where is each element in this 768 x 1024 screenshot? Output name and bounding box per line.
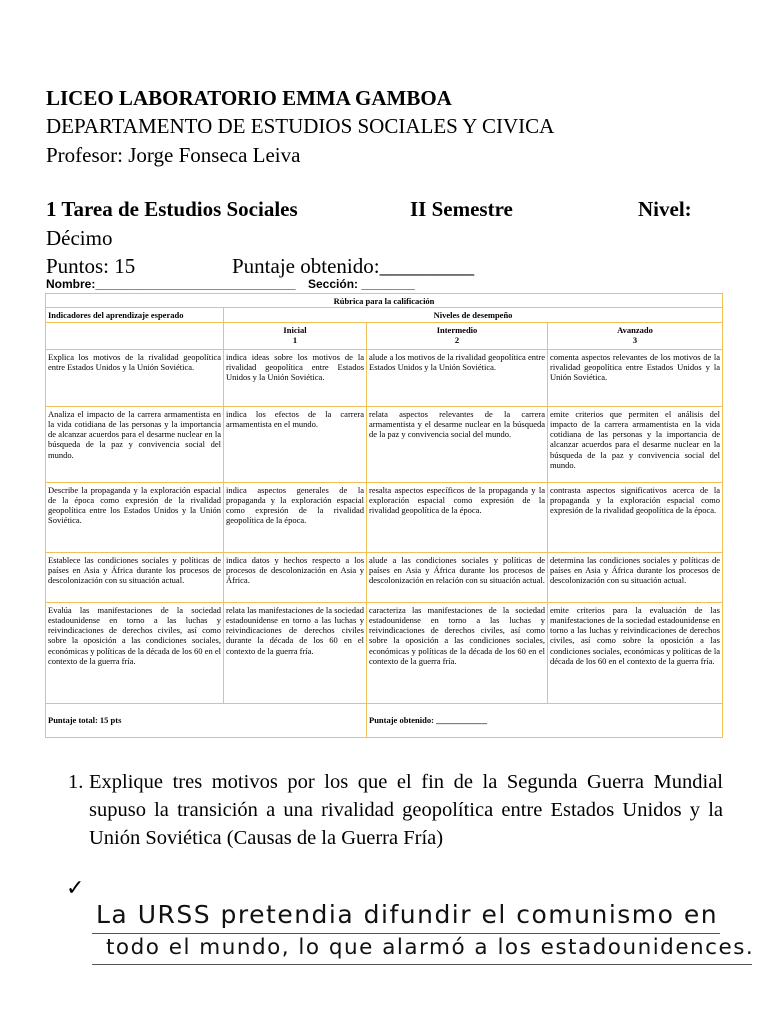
department-name: DEPARTAMENTO DE ESTUDIOS SOCIALES Y CIVICA xyxy=(46,114,555,138)
level-advanced xyxy=(548,322,723,349)
rubric-row xyxy=(46,602,723,703)
question-text: Explique tres motivos por los que el fin de la Segunda Guerra Mundial supuso la transición a una rivalidad geopolítica entre Estados Unidos y la Unión Soviética (Causas de la Guerra Fría) xyxy=(89,771,723,849)
rubric-title-row xyxy=(46,294,723,308)
rubric-levels-row xyxy=(46,322,723,349)
handwritten-answer-line: todo el mundo, lo que alarmó a los estadounidences. xyxy=(106,935,755,960)
initial-cell: indica los efectos de la carrera armamentista en el mundo. xyxy=(224,406,367,482)
score-obtained: Puntaje obtenido:_________ xyxy=(232,254,475,278)
school-name: LICEO LABORATORIO EMMA GAMBOA xyxy=(46,86,452,110)
level-value: Décimo xyxy=(46,226,113,250)
advanced-cell: contrasta aspectos significativos acerca de la propaganda y la exploración espacial como expresión de la rivalidad geopolítica de la época. xyxy=(548,482,723,552)
levels-header: Niveles de desempeño xyxy=(224,308,723,322)
indicator-cell: Describe la propaganda y la exploración espacial de la época como expresión de la rivalidad geopolítica entre los Estados Unidos y la Unión Soviética. xyxy=(46,482,224,552)
rubric-row xyxy=(46,349,723,406)
level-number: 1 xyxy=(292,334,298,345)
rubric-row xyxy=(46,482,723,552)
level-intermediate xyxy=(367,322,548,349)
teacher-name: Profesor: Jorge Fonseca Leiva xyxy=(46,143,301,167)
intermediate-cell: alude a los motivos de la rivalidad geopolítica entre Estados Unidos y la Unión Soviética. xyxy=(367,349,548,406)
question-number: 1. xyxy=(68,771,84,793)
total-points: Puntaje total: 15 pts xyxy=(46,703,367,737)
handwritten-answer-line: La URSS pretendia difundir el comunismo en xyxy=(96,900,719,929)
rubric-row xyxy=(46,406,723,482)
name-field: Nombre:______________________________ xyxy=(46,277,296,291)
indicator-cell: Explica los motivos de la rivalidad geopolítica entre Estados Unidos y la Unión Soviética. xyxy=(46,349,224,406)
level-name: Inicial xyxy=(283,324,307,335)
answer-line xyxy=(92,933,720,934)
semester-label: II Semestre xyxy=(410,197,513,221)
initial-cell: indica aspectos generales de la propaganda y la exploración espacial como expresión de la rivalidad geopolítica de la época. xyxy=(224,482,367,552)
assignment-title: 1 Tarea de Estudios Sociales xyxy=(46,197,298,221)
level-initial xyxy=(224,322,367,349)
rubric-footer-row xyxy=(46,703,723,737)
advanced-cell: determina las condiciones sociales y políticas de países en Asia y África durante los procesos de descolonización con su situación actual. xyxy=(548,552,723,602)
indicator-cell: Analiza el impacto de la carrera armamentista en la vida cotidiana de las personas y la importancia de alcanzar acuerdos para el desarme nuclear en la búsqueda de la paz y convivencia social del mundo. xyxy=(46,406,224,482)
points-total: Puntos: 15 xyxy=(46,254,136,278)
intermediate-cell: relata aspectos relevantes de la carrera armamentista y el desarme nuclear en la búsqueda de la paz y convivencia social del mundo. xyxy=(367,406,548,482)
intermediate-cell: caracteriza las manifestaciones de la sociedad estadounidense en torno a las luchas y reivindicaciones de derechos civiles, así como sobre la oposición a las condiciones sociales, económicas y políticas de la década de los 60 en el contexto de la guerra fría. xyxy=(367,602,548,703)
check-icon: ✓ xyxy=(66,876,85,901)
advanced-cell: emite criterios para la evaluación de las manifestaciones de la sociedad estadounidense en torno a las luchas y reivindicaciones de derechos civiles, así como sobre la oposición a las condiciones sociales, económicas y políticas de la década de los 60 en el contexto de la guerra fría. xyxy=(548,602,723,703)
initial-cell: indica datos y hechos respecto a los procesos de descolonización en Asia y África. xyxy=(224,552,367,602)
intermediate-cell: alude a las condiciones sociales y políticas de países en Asia y África durante los procesos de descolonización en relación con su situación actual. xyxy=(367,552,548,602)
empty-cell xyxy=(46,322,224,349)
initial-cell: relata las manifestaciones de la sociedad estadounidense en torno a las luchas y reivindicaciones de derechos civiles durante la década de los 60 en el contexto de la guerra fría. xyxy=(224,602,367,703)
obtained-points: Puntaje obtenido: ____________ xyxy=(367,703,723,737)
question-1 xyxy=(68,768,723,852)
rubric-row xyxy=(46,552,723,602)
indicator-cell: Establece las condiciones sociales y políticas de países en Asia y África durante los procesos de descolonización con su situación actual. xyxy=(46,552,224,602)
rubric-title: Rúbrica para la calificación xyxy=(46,294,723,308)
answer-line xyxy=(92,964,752,965)
rubric-table xyxy=(45,293,723,738)
advanced-cell: comenta aspectos relevantes de los motivos de la rivalidad geopolítica entre Estados Unidos y la Unión Soviética. xyxy=(548,349,723,406)
section-field: Sección: ________ xyxy=(308,277,415,291)
level-number: 2 xyxy=(454,334,460,345)
indicators-header: Indicadores del aprendizaje esperado xyxy=(46,308,224,322)
initial-cell: indica ideas sobre los motivos de la rivalidad geopolítica entre Estados Unidos y la Unión Soviética. xyxy=(224,349,367,406)
rubric-header-row xyxy=(46,308,723,322)
level-label: Nivel: xyxy=(638,197,692,221)
intermediate-cell: resalta aspectos específicos de la propaganda y la exploración espacial como expresión de la rivalidad geopolítica de la época. xyxy=(367,482,548,552)
indicator-cell: Evalúa las manifestaciones de la sociedad estadounidense en torno a las luchas y reivindicaciones de derechos civiles, así como sobre la oposición a las condiciones sociales, económicas y políticas de la década de los 60 en el contexto de la guerra fría. xyxy=(46,602,224,703)
level-number: 3 xyxy=(632,334,638,345)
advanced-cell: emite criterios que permiten el análisis del impacto de la carrera armamentista en la vida cotidiana de las personas y la importancia de alcanzar acuerdos para el desarme nuclear en la búsqueda de la paz y convivencia social del mundo. xyxy=(548,406,723,482)
level-name: Avanzado xyxy=(617,324,653,335)
level-name: Intermedio xyxy=(436,324,478,335)
